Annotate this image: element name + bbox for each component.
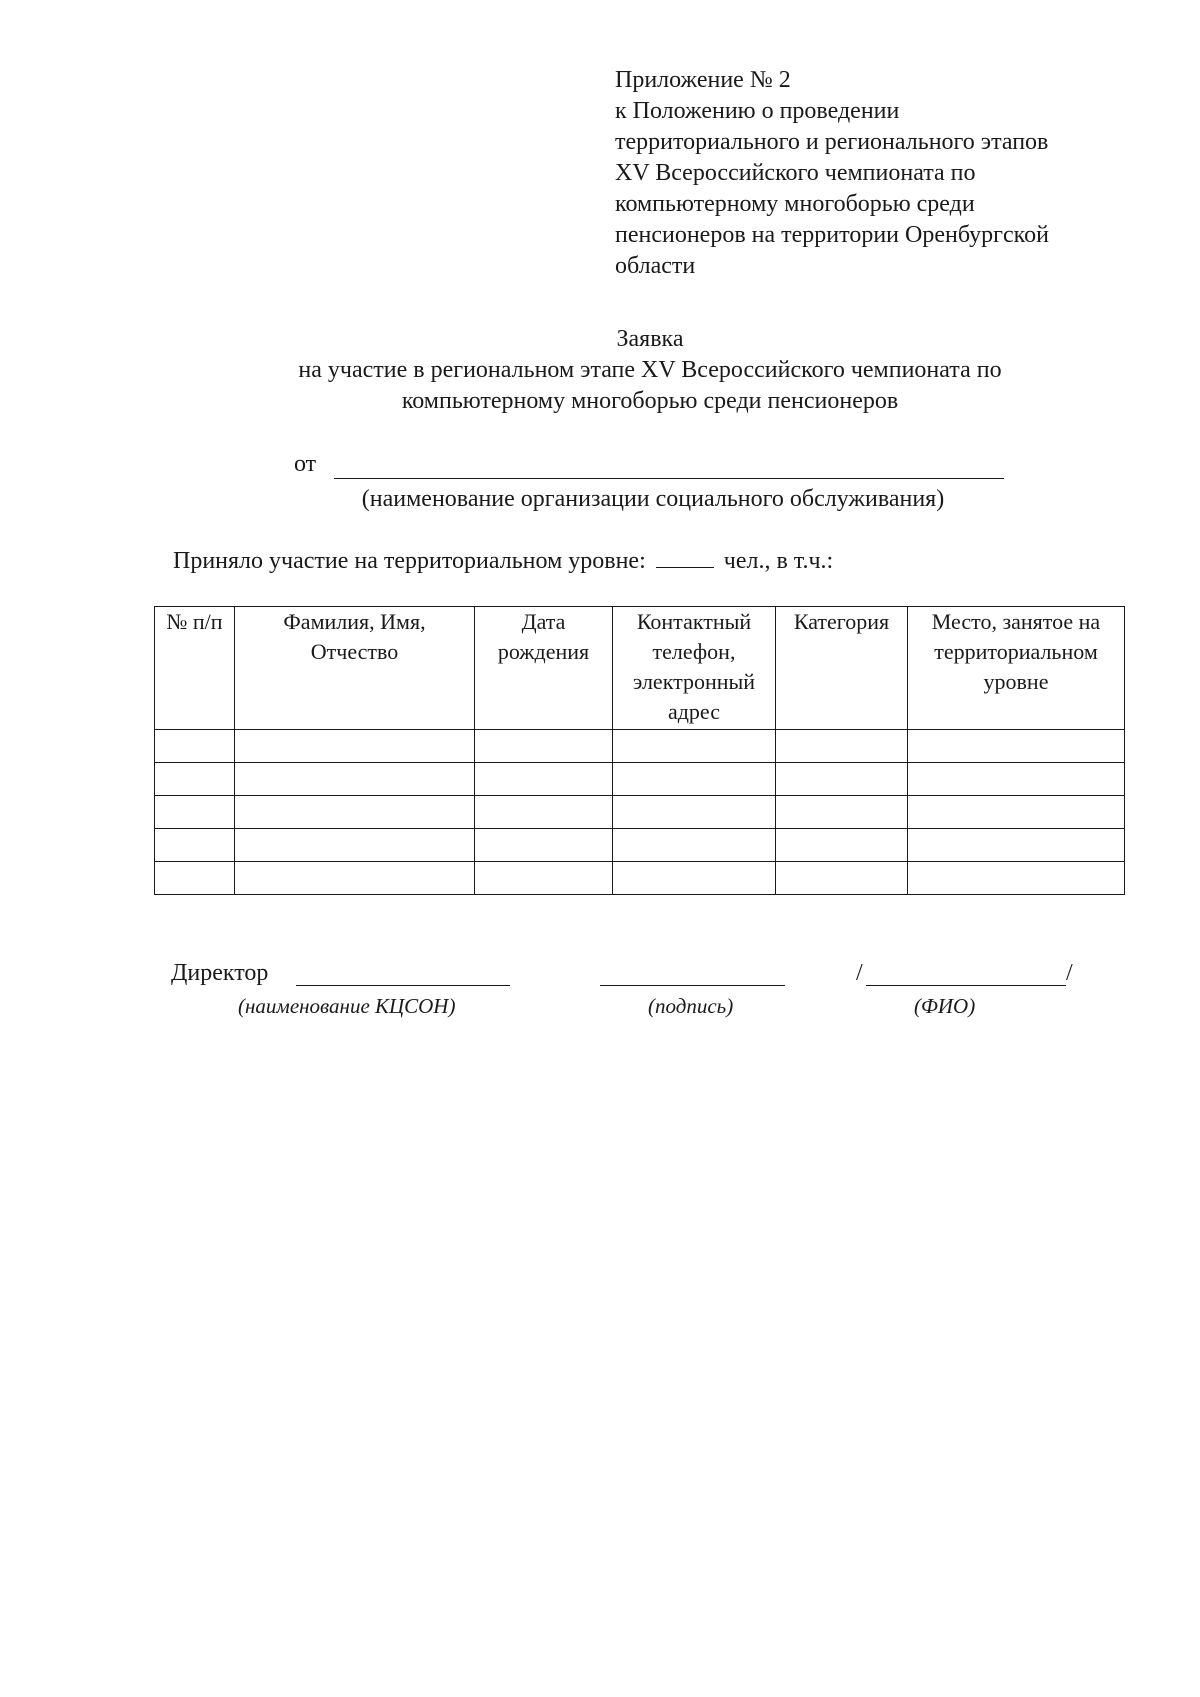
table-row bbox=[155, 829, 1125, 862]
table-cell[interactable] bbox=[475, 829, 613, 862]
fio-hint: (ФИО) bbox=[914, 994, 976, 1018]
table-cell[interactable] bbox=[776, 829, 908, 862]
table-cell[interactable] bbox=[613, 796, 776, 829]
title-heading: Заявка bbox=[616, 326, 684, 352]
kcson-hint: (наименование КЦСОН) bbox=[238, 994, 456, 1018]
table-cell[interactable] bbox=[475, 763, 613, 796]
table-cell[interactable] bbox=[908, 763, 1125, 796]
table-cell[interactable] bbox=[155, 763, 235, 796]
table-row bbox=[155, 763, 1125, 796]
signature-field[interactable] bbox=[600, 985, 785, 986]
appendix-line: пенсионеров на территории Оренбургской bbox=[615, 222, 1049, 248]
director-label: Директор bbox=[171, 960, 269, 986]
table-row bbox=[155, 862, 1125, 895]
header-birth-date: Дата рождения bbox=[475, 607, 613, 730]
table-cell[interactable] bbox=[475, 796, 613, 829]
table-cell[interactable] bbox=[908, 730, 1125, 763]
header-full-name: Фамилия, Имя, Отчество bbox=[235, 607, 475, 730]
table-cell[interactable] bbox=[613, 730, 776, 763]
organization-hint: (наименование организации социального обслуживания) bbox=[361, 486, 945, 512]
appendix-line: XV Всероссийского чемпионата по bbox=[615, 160, 976, 186]
table-cell[interactable] bbox=[613, 862, 776, 895]
fio-slash-left: / bbox=[856, 960, 863, 986]
table-row bbox=[155, 796, 1125, 829]
table-cell[interactable] bbox=[235, 829, 475, 862]
appendix-line: компьютерному многоборью среди bbox=[615, 191, 975, 217]
table-cell[interactable] bbox=[235, 730, 475, 763]
fio-field[interactable] bbox=[866, 985, 1066, 986]
participated-row bbox=[173, 546, 833, 576]
table-cell[interactable] bbox=[235, 763, 475, 796]
table-cell[interactable] bbox=[475, 862, 613, 895]
fio-slash-right: / bbox=[1066, 960, 1073, 986]
table-cell[interactable] bbox=[235, 862, 475, 895]
table-cell[interactable] bbox=[235, 796, 475, 829]
table-cell[interactable] bbox=[776, 862, 908, 895]
from-label: от bbox=[294, 451, 317, 477]
signature-hint: (подпись) bbox=[648, 994, 734, 1018]
title-line-1: на участие в региональном этапе XV Всероссийского чемпионата по bbox=[298, 357, 1002, 383]
header-number: № п/п bbox=[155, 607, 235, 730]
participant-count-field[interactable] bbox=[656, 566, 714, 568]
table-cell[interactable] bbox=[613, 829, 776, 862]
table-cell[interactable] bbox=[155, 796, 235, 829]
participants-table bbox=[154, 606, 1125, 895]
title-line-2: компьютерному многоборью среди пенсионеров bbox=[401, 388, 899, 414]
participated-prefix: Приняло участие на территориальном уровне: bbox=[173, 548, 646, 574]
appendix-line: области bbox=[615, 253, 696, 279]
table-cell[interactable] bbox=[776, 796, 908, 829]
table-cell[interactable] bbox=[155, 730, 235, 763]
appendix-header bbox=[615, 65, 1175, 282]
table-cell[interactable] bbox=[155, 862, 235, 895]
appendix-line: к Положению о проведении bbox=[615, 98, 900, 124]
header-category: Категория bbox=[776, 607, 908, 730]
kcson-name-field[interactable] bbox=[296, 985, 510, 986]
table-cell[interactable] bbox=[475, 730, 613, 763]
table-row bbox=[155, 730, 1125, 763]
table-cell[interactable] bbox=[155, 829, 235, 862]
appendix-line: Приложение № 2 bbox=[615, 67, 791, 93]
table-cell[interactable] bbox=[776, 763, 908, 796]
table-cell[interactable] bbox=[908, 829, 1125, 862]
table-header-row bbox=[155, 607, 1125, 730]
participated-suffix: чел., в т.ч.: bbox=[723, 548, 834, 574]
table-cell[interactable] bbox=[613, 763, 776, 796]
header-contact: Контактный телефон, электронный адрес bbox=[613, 607, 776, 730]
header-territorial-place: Место, занятое на территориальном уровне bbox=[908, 607, 1125, 730]
table-cell[interactable] bbox=[776, 730, 908, 763]
organization-name-field[interactable] bbox=[334, 478, 1004, 479]
appendix-line: территориального и регионального этапов bbox=[615, 129, 1049, 155]
table-cell[interactable] bbox=[908, 796, 1125, 829]
document-title bbox=[0, 324, 1200, 417]
table-cell[interactable] bbox=[908, 862, 1125, 895]
